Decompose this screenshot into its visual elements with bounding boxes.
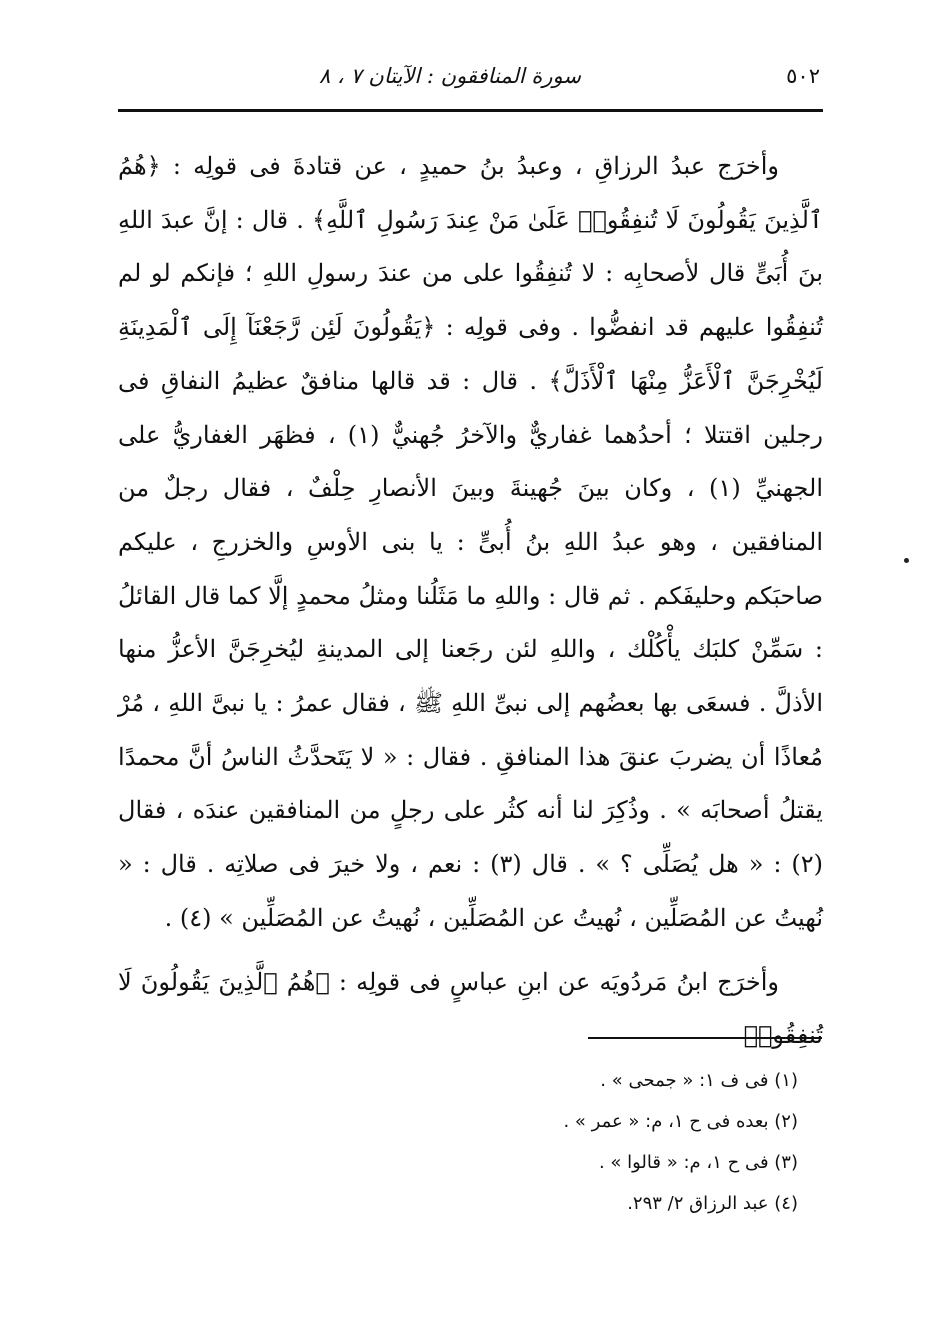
scan-speck <box>904 558 909 563</box>
paragraph-1: وأخرَج عبدُ الرزاقِ ، وعبدُ بنُ حميدٍ ، عن قتادةَ فى قولِه : ﴿هُمُ ٱلَّذِينَ يَقُولُونَ لَا تُنفِقُوا۟ عَلَىٰ مَنْ عِندَ رَسُولِ ٱللَّهِ﴾ . قال : إنَّ عبدَ اللهِ بنَ أُبَىٍّ قال لأصحابِه : لا تُنفِقُوا على من عندَ رسولِ اللهِ ؛ فإنكم لو لم تُنفِقُوا عليهم قد انفضُّوا . وفى قولِه : ﴿يَقُولُونَ لَئِن رَّجَعْنَآ إِلَى ٱلْمَدِينَةِ لَيُخْرِجَنَّ ٱلْأَعَزُّ مِنْهَا ٱلْأَذَلَّ﴾ . قال : قد قالها منافقٌ عظيمُ النفاقِ فى رجلين اقتتلا ؛ أحدُهما غفاريٌّ والآخرُ جُهنيٌّ (١) ، فظهَر الغفاريُّ على الجهنيِّ (١) ، وكان بينَ جُهينةَ وبينَ الأنصارِ حِلْفٌ ، فقال رجلٌ من المنافقين ، وهو عبدُ اللهِ بنُ أُبىٍّ : يا بنى الأوسِ والخزرجِ ، عليكم صاحبَكم وحليفَكم . ثم قال : واللهِ ما مَثَلُنا ومثلُ محمدٍ إلَّا كما قال القائلُ : سَمِّنْ كلبَك يأْكُلْك ، واللهِ لئن رجَعنا إلى المدينةِ ليُخرِجَنَّ الأعزُّ منها الأذلَّ . فسعَى بها بعضُهم إلى نبىِّ اللهِ ﷺ ، فقال عمرُ : يا نبىَّ اللهِ ، مُرْ مُعاذًا أن يضربَ عنقَ هذا المنافقِ . فقال : « لا يَتَحدَّثُ الناسُ أنَّ محمدًا يقتلُ أصحابَه » . وذُكِرَ لنا أنه كثُر على رجلٍ من المنافقين عندَه ، فقال (٢) : « هل يُصَلِّى ؟ » . قال (٣) : نعم ، ولا خيرَ فى صلاتِه . قال : « نُهيتُ عن المُصَلِّين ، نُهيتُ عن المُصَلِّين ، نُهيتُ عن المُصَلِّين » (٤) . <box>118 152 824 932</box>
footnote-divider <box>588 1037 822 1039</box>
footnote-4: (٤) عبد الرزاق ٢/ ٢٩٣. <box>627 1193 798 1214</box>
header-divider <box>118 109 823 112</box>
page-number: ٥٠٢ <box>786 64 820 88</box>
footnote-2: (٢) بعده فى ح ١، م: « عمر » . <box>563 1111 798 1132</box>
footnotes <box>118 1060 798 1224</box>
footnote-3: (٣) فى ح ١، م: « قالوا » . <box>598 1152 798 1173</box>
footnote-1: (١) فى ف ١: « جمحى » . <box>600 1070 798 1091</box>
page-header <box>120 58 820 98</box>
paragraph-2: وأخرَج ابنُ مَردُويَه عن ابنِ عباسٍ فى قولِه : ﴿هُمُ ٱلَّذِينَ يَقُولُونَ لَا تُنفِقُوا۟ <box>118 967 823 1050</box>
main-text <box>118 140 823 1063</box>
running-title: سورة المنافقون : الآيتان ٧ ، ٨ <box>319 64 581 88</box>
